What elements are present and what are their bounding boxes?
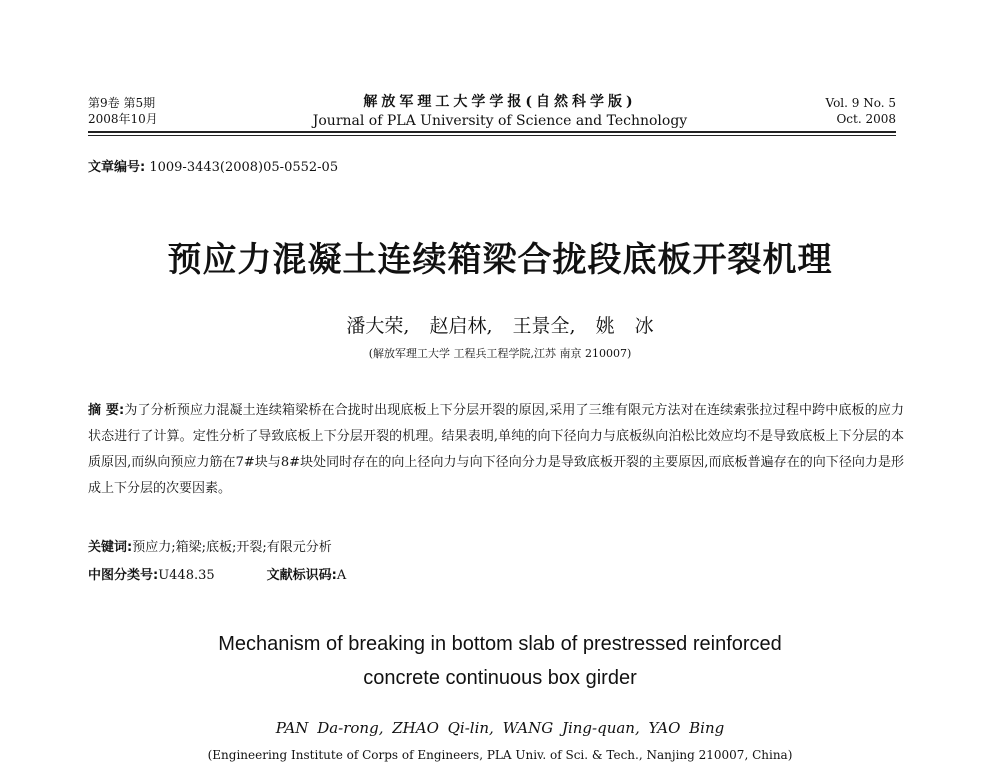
vol-issue-en: Vol. 9 No. 5 bbox=[825, 96, 896, 110]
article-number-label: 文章编号: bbox=[88, 160, 146, 175]
paper-title-en-line2: concrete continuous box girder bbox=[363, 667, 637, 689]
paper-title-en-line1: Mechanism of breaking in bottom slab of prestressed reinforced bbox=[218, 633, 782, 655]
journal-issue-en bbox=[826, 95, 896, 127]
keywords-label: 关键词: bbox=[88, 540, 133, 555]
keywords-text: 预应力;箱梁;底板;开裂;有限元分析 bbox=[132, 540, 332, 555]
doc-code-value: A bbox=[336, 568, 347, 583]
header-rule-thick bbox=[88, 131, 896, 133]
authors-en: PAN Da-rong, ZHAO Qi-lin, WANG Jing-quan, YAO Bing bbox=[275, 719, 725, 737]
date-en: Oct. 2008 bbox=[836, 112, 896, 126]
date-cn: 2008年10月 bbox=[88, 112, 158, 126]
paper-title-cn: 预应力混凝土连续箱梁合拢段底板开裂机理 bbox=[167, 240, 833, 280]
doc-code-label: 文献标识码: bbox=[266, 568, 337, 583]
abstract-cn bbox=[88, 398, 904, 502]
clc-label: 中图分类号: bbox=[88, 568, 159, 583]
abstract-label: 摘 要: bbox=[88, 403, 125, 418]
journal-name-en: Journal of PLA University of Science and Technology bbox=[312, 113, 688, 129]
article-number bbox=[88, 156, 338, 175]
paper-title-en bbox=[0, 627, 1000, 695]
header-rule-thin bbox=[88, 135, 896, 136]
authors-cn: 潘大荣, 赵启林, 王景全, 姚 冰 bbox=[346, 315, 654, 337]
affiliation-cn: (解放军理工大学 工程兵工程学院,江苏 南京 210007) bbox=[368, 347, 632, 360]
clc-value: U448.35 bbox=[158, 568, 215, 583]
journal-name-cn: 解放军理工大学学报(自然科学版) bbox=[363, 94, 637, 110]
abstract-text: 为了分析预应力混凝土连续箱梁桥在合拢时出现底板上下分层开裂的原因,采用了三维有限元方法对在连续索张拉过程中跨中底板的应力状态进行了计算。定性分析了导致底板上下分层开裂的机理。结果表明,单纯的向下径向力与底板纵向泊松比效应均不是导致底板上下分层的本质原因,而纵向预应力筋在7#块与8#块处同时存在的向上径向力与向下径向分力是导致底板开裂的主要原因,而底板普遍存在的向下径向力是形成上下分层的次要因素。 bbox=[88, 403, 904, 496]
affiliation-en: (Engineering Institute of Corps of Engineers, PLA Univ. of Sci. & Tech., Nanjing 210007, China) bbox=[207, 748, 793, 762]
article-number-value: 1009-3443(2008)05-0552-05 bbox=[149, 160, 339, 175]
keywords-cn bbox=[88, 536, 332, 555]
vol-issue-cn: 第9卷 第5期 bbox=[88, 96, 156, 110]
classification-line bbox=[88, 564, 346, 583]
